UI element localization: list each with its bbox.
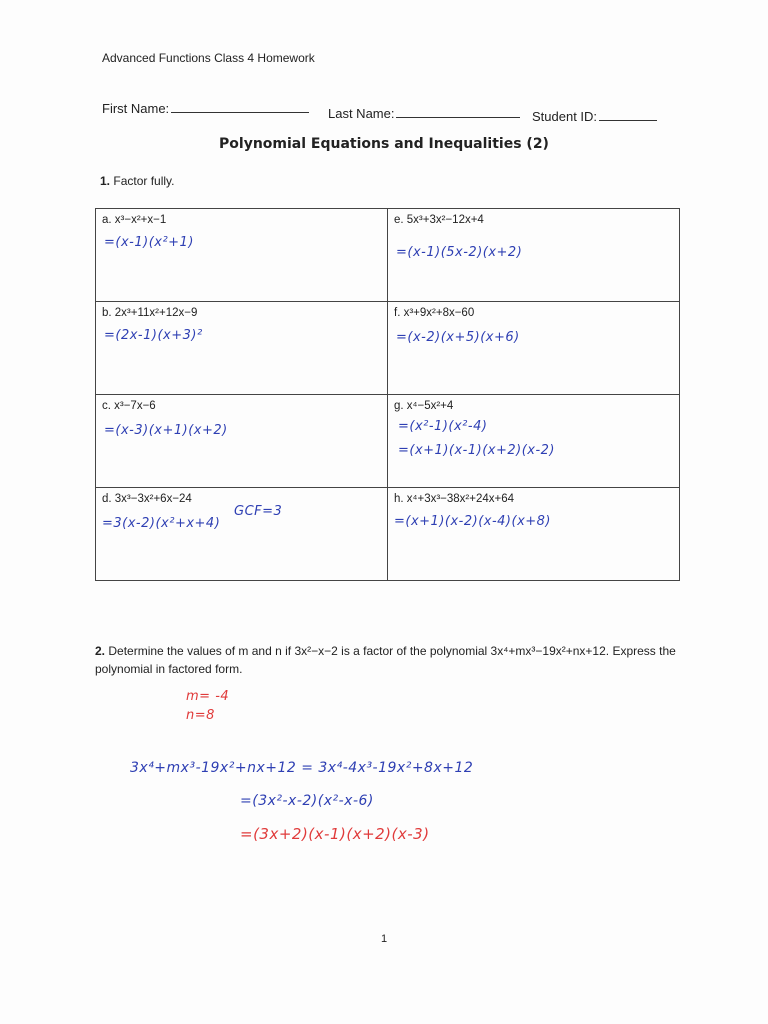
problem-d-gcf-note: GCF=3 <box>234 504 283 519</box>
first-name-blank[interactable] <box>171 100 309 113</box>
problem-g-cell <box>388 395 680 488</box>
last-name-label: Last Name: <box>328 106 395 121</box>
problem-d-label: d. 3x³−3x²+6x−24 <box>102 493 192 505</box>
problem-b-label: b. 2x³+11x²+12x−9 <box>102 307 198 319</box>
problem-f-cell <box>388 302 680 395</box>
problem-h-label: h. x⁴+3x³−38x²+24x+64 <box>394 493 515 505</box>
last-name-field <box>328 105 520 121</box>
problem-g-answer-step1: =(x²-1)(x²-4) <box>398 419 488 434</box>
question-2-prompt <box>95 642 695 678</box>
last-name-blank[interactable] <box>396 105 520 118</box>
student-id-label: Student ID: <box>532 109 598 124</box>
problem-g-label: g. x⁴−5x²+4 <box>394 400 454 412</box>
question-2-number: 2. <box>95 644 106 658</box>
problem-b-answer: =(2x-1)(x+3)² <box>104 328 203 343</box>
question-1-prompt <box>100 174 174 188</box>
problem-g-answer-step2: =(x+1)(x-1)(x+2)(x-2) <box>398 443 555 458</box>
problem-h-answer: =(x+1)(x-2)(x-4)(x+8) <box>394 514 551 529</box>
problem-f-answer: =(x-2)(x+5)(x+6) <box>396 330 520 345</box>
problem-f-label: f. x³+9x²+8x−60 <box>394 307 475 319</box>
first-name-label: First Name: <box>102 101 170 116</box>
answer-n: n=8 <box>186 708 215 723</box>
q2-work-step3: =(3x+2)(x-1)(x+2)(x-3) <box>240 825 430 843</box>
question-1-number: 1. <box>100 174 111 188</box>
page-number: 1 <box>380 933 388 945</box>
problem-c-answer: =(x-3)(x+1)(x+2) <box>104 423 228 438</box>
answer-m: m= -4 <box>186 689 230 704</box>
problem-d-cell <box>96 488 388 581</box>
student-id-field <box>532 108 657 124</box>
question-2-text: Determine the values of m and n if 3x²−x−2 is a factor of the polynomial 3x⁴+mx³−19x²+nx+12. Express the polynomial in factored form. <box>95 644 676 676</box>
problem-b-cell <box>96 302 388 395</box>
problem-a-label: a. x³−x²+x−1 <box>102 214 167 226</box>
course-title: Advanced Functions Class 4 Homework <box>102 51 315 65</box>
student-id-blank[interactable] <box>599 108 657 121</box>
problem-a-cell <box>96 209 388 302</box>
problem-e-cell <box>388 209 680 302</box>
problem-c-label: c. x³−7x−6 <box>102 400 156 412</box>
question-1-text: Factor fully. <box>113 174 175 188</box>
problem-e-answer: =(x-1)(5x-2)(x+2) <box>396 245 523 260</box>
first-name-field <box>102 100 309 116</box>
problem-d-answer: =3(x-2)(x²+x+4) <box>102 516 221 531</box>
problem-h-cell <box>388 488 680 581</box>
q2-work-step2: =(3x²-x-2)(x²-x-6) <box>240 793 374 809</box>
q2-work-step1: 3x⁴+mx³-19x²+nx+12 = 3x⁴-4x³-19x²+8x+12 <box>130 760 474 776</box>
problem-c-cell <box>96 395 388 488</box>
problem-a-answer: =(x-1)(x²+1) <box>104 235 194 250</box>
problem-e-label: e. 5x³+3x²−12x+4 <box>394 214 484 226</box>
worksheet-title: Polynomial Equations and Inequalities (2) <box>219 136 549 152</box>
factor-problems-table <box>95 208 680 581</box>
